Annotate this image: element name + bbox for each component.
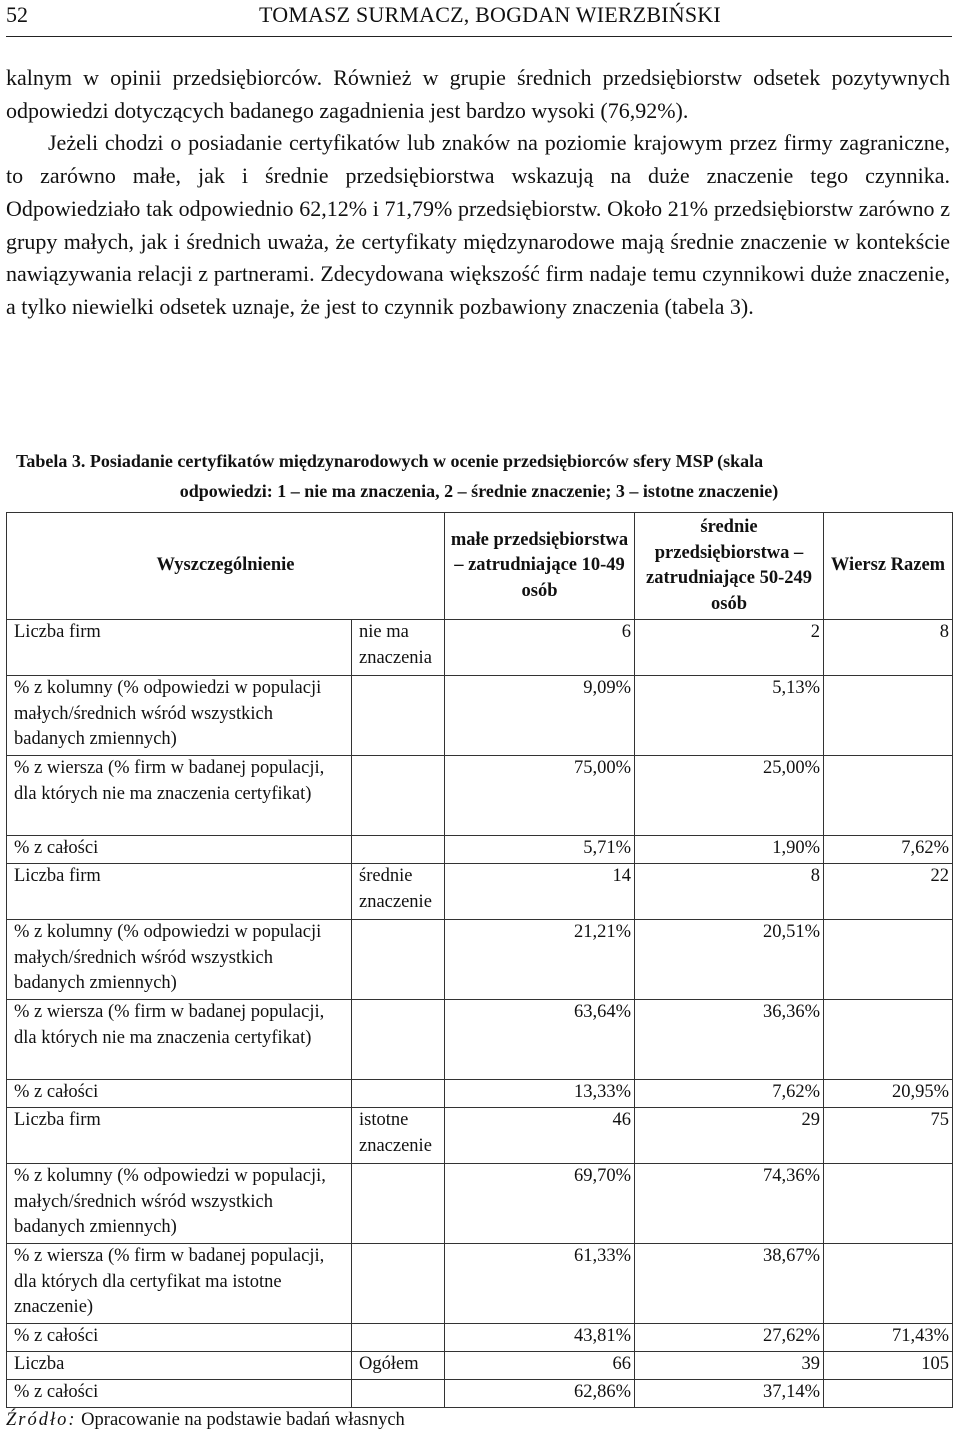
row-label-cell: % z kolumny (% odpowiedzi w populacji małych/średnich wśród wszystkich badanych zmiennych) — [7, 920, 352, 1000]
medium-firms-value: 1,90% — [635, 836, 824, 864]
small-firms-value: 46 — [445, 1108, 635, 1164]
row-group-cell — [352, 920, 445, 1000]
table-caption — [16, 446, 942, 506]
page-number: 52 — [6, 2, 28, 27]
row-total-value — [824, 1000, 953, 1080]
table-row — [7, 1000, 953, 1080]
row-total-value — [824, 1380, 953, 1408]
medium-firms-value: 27,62% — [635, 1324, 824, 1352]
row-label-cell: % z całości — [7, 1080, 352, 1108]
row-group-cell — [352, 836, 445, 864]
row-total-value: 75 — [824, 1108, 953, 1164]
small-firms-value: 43,81% — [445, 1324, 635, 1352]
paragraph-1: kalnym w opinii przedsiębiorców. Również w grupie średnich przedsiębiorstw odsetek pozytywnych odpowiedzi dotyczących badanego zagadnienia jest bardzo wysoki (76,92%). — [6, 65, 950, 123]
table-row — [7, 756, 953, 836]
row-total-value — [824, 756, 953, 836]
table-row — [7, 1352, 953, 1380]
table-row — [7, 1164, 953, 1244]
table-source — [6, 1410, 405, 1431]
row-label-cell: % z wiersza (% firm w badanej populacji, dla których dla certyfikat ma istotne znaczenie) — [7, 1244, 352, 1324]
row-group-cell — [352, 1380, 445, 1408]
small-firms-value: 6 — [445, 620, 635, 676]
table-row — [7, 1080, 953, 1108]
row-total-value: 22 — [824, 864, 953, 920]
row-label-cell: % z kolumny (% odpowiedzi w populacji, małych/średnich wśród wszystkich badanych zmiennych) — [7, 1164, 352, 1244]
table-row — [7, 1244, 953, 1324]
row-total-value: 105 — [824, 1352, 953, 1380]
row-label-cell: % z wiersza (% firm w badanej populacji, dla których nie ma znaczenia certyfikat) — [7, 756, 352, 836]
table-row — [7, 864, 953, 920]
table-row — [7, 836, 953, 864]
row-group-cell — [352, 1164, 445, 1244]
table-row — [7, 1108, 953, 1164]
row-group-cell — [352, 1244, 445, 1324]
medium-firms-value: 74,36% — [635, 1164, 824, 1244]
table-body — [7, 620, 953, 1408]
small-firms-value: 69,70% — [445, 1164, 635, 1244]
row-label-cell: % z całości — [7, 836, 352, 864]
small-firms-value: 14 — [445, 864, 635, 920]
header-authors: TOMASZ SURMACZ, BOGDAN WIERZBIŃSKI — [259, 2, 721, 27]
table-header-row — [7, 513, 953, 620]
row-group-cell: nie ma znaczenia — [352, 620, 445, 676]
paragraph-2: Jeżeli chodzi o posiadanie certyfikatów lub znaków na poziomie krajowym przez firmy zagraniczne, to zarówno małe, jak i średnie przedsiębiorstwa wskazują na duże znaczenie tego czynnika. Odpowiedziało tak odpowiednio 62,12% i 71,79% przedsiębiorstw. Około 21% przedsiębiorstw zarówno z grupy małych, jak i średnich uważa, że certyfikaty międzynarodowe mają średnie znaczenie w kontekście nawiązywania relacji z partnerami. Zdecydowana większość firm nadaje temu czynnikowi duże znaczenie, a tylko niewielki odsetek uznaje, że jest to czynnik pozbawiony znaczenia (tabela 3). — [6, 130, 950, 319]
row-total-value — [824, 1244, 953, 1324]
body-text — [6, 62, 950, 324]
row-total-value: 71,43% — [824, 1324, 953, 1352]
row-group-cell — [352, 676, 445, 756]
row-total-value: 8 — [824, 620, 953, 676]
row-total-value — [824, 676, 953, 756]
header-small-firms: małe przedsiębiorstwa – zatrudniające 10-49 osób — [445, 513, 635, 620]
row-group-cell — [352, 1000, 445, 1080]
row-group-cell — [352, 1324, 445, 1352]
small-firms-value: 9,09% — [445, 676, 635, 756]
table-row — [7, 1324, 953, 1352]
row-group-cell: Ogółem — [352, 1352, 445, 1380]
small-firms-value: 21,21% — [445, 920, 635, 1000]
small-firms-value: 61,33% — [445, 1244, 635, 1324]
medium-firms-value: 29 — [635, 1108, 824, 1164]
table-row — [7, 676, 953, 756]
header-specification: Wyszczególnienie — [7, 513, 445, 620]
row-label-cell: % z kolumny (% odpowiedzi w populacji małych/średnich wśród wszystkich badanych zmiennych) — [7, 676, 352, 756]
small-firms-value: 13,33% — [445, 1080, 635, 1108]
header-row-total: Wiersz Razem — [824, 513, 953, 620]
medium-firms-value: 20,51% — [635, 920, 824, 1000]
medium-firms-value: 7,62% — [635, 1080, 824, 1108]
row-total-value: 7,62% — [824, 836, 953, 864]
certificates-table — [6, 512, 953, 1408]
source-label: Źródło: — [6, 1410, 77, 1430]
table-row — [7, 1380, 953, 1408]
small-firms-value: 66 — [445, 1352, 635, 1380]
row-label-cell: Liczba firm — [7, 864, 352, 920]
small-firms-value: 5,71% — [445, 836, 635, 864]
medium-firms-value: 39 — [635, 1352, 824, 1380]
header-medium-firms: średnie przedsiębiorstwa – zatrudniające 50-249 osób — [635, 513, 824, 620]
row-label-cell: % z całości — [7, 1324, 352, 1352]
running-header — [6, 0, 952, 37]
row-label-cell: Liczba — [7, 1352, 352, 1380]
row-total-value: 20,95% — [824, 1080, 953, 1108]
medium-firms-value: 8 — [635, 864, 824, 920]
row-label-cell: Liczba firm — [7, 1108, 352, 1164]
medium-firms-value: 38,67% — [635, 1244, 824, 1324]
row-group-cell: istotne znaczenie — [352, 1108, 445, 1164]
medium-firms-value: 37,14% — [635, 1380, 824, 1408]
row-label-cell: % z wiersza (% firm w badanej populacji, dla których nie ma znaczenia certyfikat) — [7, 1000, 352, 1080]
row-total-value — [824, 920, 953, 1000]
small-firms-value: 75,00% — [445, 756, 635, 836]
small-firms-value: 63,64% — [445, 1000, 635, 1080]
row-group-cell — [352, 1080, 445, 1108]
row-group-cell — [352, 756, 445, 836]
small-firms-value: 62,86% — [445, 1380, 635, 1408]
row-label-cell: Liczba firm — [7, 620, 352, 676]
medium-firms-value: 2 — [635, 620, 824, 676]
source-text: Opracowanie na podstawie badań własnych — [76, 1410, 405, 1430]
row-total-value — [824, 1164, 953, 1244]
row-group-cell: średnie znaczenie — [352, 864, 445, 920]
medium-firms-value: 25,00% — [635, 756, 824, 836]
table-row — [7, 920, 953, 1000]
table-row — [7, 620, 953, 676]
table-caption-line-1: Tabela 3. Posiadanie certyfikatów międzynarodowych w ocenie przedsiębiorców sfery MSP (skala — [16, 451, 764, 471]
medium-firms-value: 36,36% — [635, 1000, 824, 1080]
row-label-cell: % z całości — [7, 1380, 352, 1408]
medium-firms-value: 5,13% — [635, 676, 824, 756]
table-caption-line-2: odpowiedzi: 1 – nie ma znaczenia, 2 – średnie znaczenie; 3 – istotne znaczenie) — [179, 481, 779, 501]
